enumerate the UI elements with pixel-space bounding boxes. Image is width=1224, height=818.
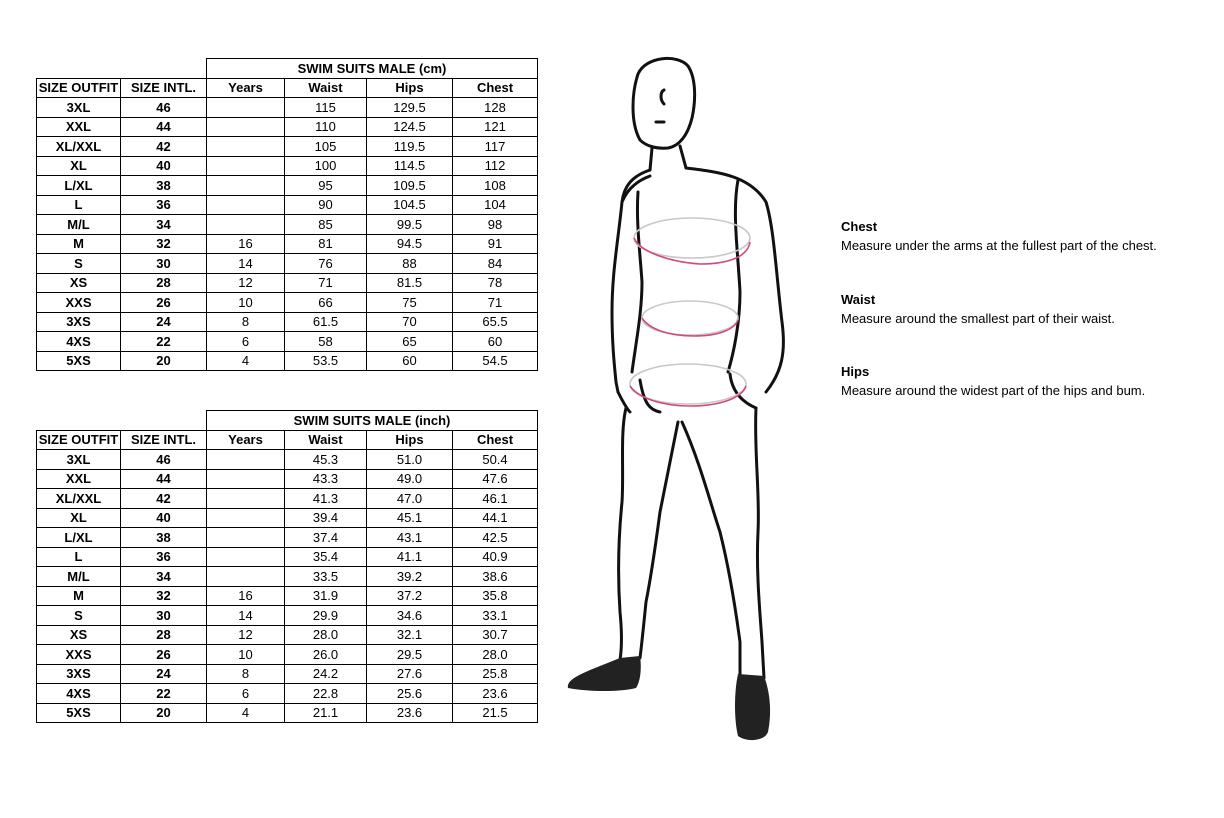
header-row <box>37 78 538 98</box>
table-cell: 5XS <box>37 351 121 371</box>
table-cell <box>207 567 285 587</box>
table-cell: 53.5 <box>285 351 367 371</box>
table-cell: 90 <box>285 195 367 215</box>
size-table-cm <box>36 58 538 371</box>
table-cell: 129.5 <box>367 98 453 118</box>
table-cell <box>207 215 285 235</box>
table-row <box>37 489 538 509</box>
table-cell: 40 <box>121 508 207 528</box>
table-cell: 35.4 <box>285 547 367 567</box>
table-cell <box>207 176 285 196</box>
table-row <box>37 351 538 371</box>
header-row <box>37 430 538 450</box>
table-cell: XXL <box>37 469 121 489</box>
table-cell: 32 <box>121 586 207 606</box>
table-cell: XL/XXL <box>37 137 121 157</box>
table-cell: 31.9 <box>285 586 367 606</box>
table-row <box>37 254 538 274</box>
table-cell: 8 <box>207 664 285 684</box>
col-header: SIZE OUTFIT <box>37 430 121 450</box>
table-cell: 61.5 <box>285 312 367 332</box>
col-header: Hips <box>367 430 453 450</box>
col-header: Chest <box>453 430 538 450</box>
table-cell: 41.3 <box>285 489 367 509</box>
table-row <box>37 528 538 548</box>
table-cell: 28.0 <box>453 645 538 665</box>
table-cell: 84 <box>453 254 538 274</box>
table-cell: 50.4 <box>453 450 538 470</box>
table-row <box>37 586 538 606</box>
table-cell: 76 <box>285 254 367 274</box>
table-cell: 30.7 <box>453 625 538 645</box>
table-cell: 65 <box>367 332 453 352</box>
table-cell: 22.8 <box>285 684 367 704</box>
table-cell: 34 <box>121 567 207 587</box>
table-cell: 45.1 <box>367 508 453 528</box>
table-cell: 20 <box>121 703 207 723</box>
table-cell: 47.6 <box>453 469 538 489</box>
table-cell: 6 <box>207 332 285 352</box>
table-cell: XXL <box>37 117 121 137</box>
waist-title: Waist <box>841 292 876 307</box>
hips-description <box>841 364 1145 398</box>
size-table-inch <box>36 410 538 723</box>
table-cell: 117 <box>453 137 538 157</box>
table-cell: L <box>37 547 121 567</box>
table-cell: S <box>37 606 121 626</box>
table-row <box>37 234 538 254</box>
table-cell: 34.6 <box>367 606 453 626</box>
table-row <box>37 332 538 352</box>
table-cell: 91 <box>453 234 538 254</box>
table-cell: 45.3 <box>285 450 367 470</box>
table-cell: 30 <box>121 254 207 274</box>
table-cell: 78 <box>453 273 538 293</box>
waist-text: Measure around the smallest part of their waist. <box>841 311 1115 326</box>
table-cell: M/L <box>37 215 121 235</box>
col-header: Waist <box>285 430 367 450</box>
col-header: Hips <box>367 78 453 98</box>
table-cell: 16 <box>207 586 285 606</box>
table-cell: 58 <box>285 332 367 352</box>
table-row <box>37 195 538 215</box>
table-cell: 44 <box>121 469 207 489</box>
table-cell: 14 <box>207 254 285 274</box>
table-cell: 46 <box>121 450 207 470</box>
table-cell: 43.3 <box>285 469 367 489</box>
chest-description <box>841 219 1157 253</box>
table-cell: 25.6 <box>367 684 453 704</box>
table-cell: 49.0 <box>367 469 453 489</box>
table-cell: 33.1 <box>453 606 538 626</box>
table-row <box>37 606 538 626</box>
table-cell: 3XS <box>37 312 121 332</box>
table-cell: 108 <box>453 176 538 196</box>
table-cell: 4XS <box>37 332 121 352</box>
table-cell: XS <box>37 625 121 645</box>
table-row <box>37 137 538 157</box>
table-cell: 46 <box>121 98 207 118</box>
table-cell: 98 <box>453 215 538 235</box>
table-cell: 44.1 <box>453 508 538 528</box>
table-cell: 119.5 <box>367 137 453 157</box>
table-cell: 47.0 <box>367 489 453 509</box>
table-cell: 124.5 <box>367 117 453 137</box>
table-row <box>37 664 538 684</box>
table-cell: 60 <box>367 351 453 371</box>
table-cell: 37.4 <box>285 528 367 548</box>
table-cell: 46.1 <box>453 489 538 509</box>
table-cell: 40.9 <box>453 547 538 567</box>
table-cell: 42 <box>121 137 207 157</box>
table-cell: XL/XXL <box>37 489 121 509</box>
waist-ring-front <box>642 318 738 336</box>
table-cell: 5XS <box>37 703 121 723</box>
table-cell: 65.5 <box>453 312 538 332</box>
table-cell: 66 <box>285 293 367 313</box>
col-header: SIZE INTL. <box>121 78 207 98</box>
hips-title: Hips <box>841 364 870 379</box>
table-cell <box>207 156 285 176</box>
table-cell: 4XS <box>37 684 121 704</box>
table-cell: L/XL <box>37 528 121 548</box>
table-cell: 4 <box>207 351 285 371</box>
table-cell: 8 <box>207 312 285 332</box>
table-cell: 71 <box>453 293 538 313</box>
table-cell: 10 <box>207 645 285 665</box>
table-cell <box>207 137 285 157</box>
table-cell: 3XL <box>37 450 121 470</box>
table-cell: 42 <box>121 489 207 509</box>
table-cell: XS <box>37 273 121 293</box>
table-cell <box>207 547 285 567</box>
table-cell: 33.5 <box>285 567 367 587</box>
table-cell: 104 <box>453 195 538 215</box>
table-cell: 24.2 <box>285 664 367 684</box>
body-measurement-figure <box>560 52 820 747</box>
table-cell <box>207 469 285 489</box>
table-row <box>37 176 538 196</box>
table-cell: 115 <box>285 98 367 118</box>
table-cell: 39.2 <box>367 567 453 587</box>
table-cell: 6 <box>207 684 285 704</box>
table-cell: 12 <box>207 273 285 293</box>
table-cell <box>207 489 285 509</box>
table-title: SWIM SUITS MALE (cm) <box>207 59 538 79</box>
table-cell: 100 <box>285 156 367 176</box>
table-cell: 21.1 <box>285 703 367 723</box>
table-cell <box>207 195 285 215</box>
table-cell: 23.6 <box>367 703 453 723</box>
chest-text: Measure under the arms at the fullest part of the chest. <box>841 238 1157 253</box>
table-cell: XXS <box>37 293 121 313</box>
col-header: Waist <box>285 78 367 98</box>
table-row <box>37 645 538 665</box>
table-cell: 29.5 <box>367 645 453 665</box>
table-row <box>37 312 538 332</box>
table-cell: 38 <box>121 528 207 548</box>
table-cell: 81 <box>285 234 367 254</box>
table-cell: 27.6 <box>367 664 453 684</box>
table-cell: 16 <box>207 234 285 254</box>
table-cell: 36 <box>121 547 207 567</box>
table-cell: 28 <box>121 273 207 293</box>
table-cell: 71 <box>285 273 367 293</box>
table-row <box>37 625 538 645</box>
table-cell: 85 <box>285 215 367 235</box>
table-body <box>37 450 538 723</box>
table-cell: 37.2 <box>367 586 453 606</box>
table-cell: M <box>37 234 121 254</box>
table-cell: 12 <box>207 625 285 645</box>
table-cell: 94.5 <box>367 234 453 254</box>
table-cell: 36 <box>121 195 207 215</box>
table-cell: L <box>37 195 121 215</box>
table-cell: 34 <box>121 215 207 235</box>
table-cell: 99.5 <box>367 215 453 235</box>
table-cell: S <box>37 254 121 274</box>
waist-description <box>841 292 1115 326</box>
col-header: Years <box>207 430 285 450</box>
table-cell: 51.0 <box>367 450 453 470</box>
table-cell: 54.5 <box>453 351 538 371</box>
table-cell: 29.9 <box>285 606 367 626</box>
table-row <box>37 215 538 235</box>
table-cell: 43.1 <box>367 528 453 548</box>
table-cell: 22 <box>121 684 207 704</box>
table-cell: 114.5 <box>367 156 453 176</box>
table-cell: XXS <box>37 645 121 665</box>
table-cell: 32.1 <box>367 625 453 645</box>
table-cell <box>207 450 285 470</box>
table-cell: L/XL <box>37 176 121 196</box>
col-header: Chest <box>453 78 538 98</box>
table-cell: 24 <box>121 312 207 332</box>
col-header: Years <box>207 78 285 98</box>
table-cell: M/L <box>37 567 121 587</box>
table-cell: 39.4 <box>285 508 367 528</box>
col-header: SIZE INTL. <box>121 430 207 450</box>
table-cell: 42.5 <box>453 528 538 548</box>
table-cell: 81.5 <box>367 273 453 293</box>
table-row <box>37 156 538 176</box>
table-cell <box>207 508 285 528</box>
table-cell: XL <box>37 508 121 528</box>
table-cell: 25.8 <box>453 664 538 684</box>
table-cell: 38 <box>121 176 207 196</box>
table-row <box>37 684 538 704</box>
table-row <box>37 293 538 313</box>
table-cell: 22 <box>121 332 207 352</box>
table-title: SWIM SUITS MALE (inch) <box>207 411 538 431</box>
table-cell: 24 <box>121 664 207 684</box>
chest-title: Chest <box>841 219 878 234</box>
table-cell: 26 <box>121 293 207 313</box>
table-row <box>37 703 538 723</box>
table-cell: 10 <box>207 293 285 313</box>
table-cell: 112 <box>453 156 538 176</box>
chest-ring-front <box>634 238 750 264</box>
table-row <box>37 547 538 567</box>
table-body <box>37 98 538 371</box>
table-cell: M <box>37 586 121 606</box>
table-cell: 20 <box>121 351 207 371</box>
table-cell: 26 <box>121 645 207 665</box>
table-cell: 109.5 <box>367 176 453 196</box>
table-cell: 14 <box>207 606 285 626</box>
table-cell <box>207 117 285 137</box>
table-cell: 60 <box>453 332 538 352</box>
hips-text: Measure around the widest part of the hips and bum. <box>841 383 1146 398</box>
table-cell: 110 <box>285 117 367 137</box>
table-cell: 3XL <box>37 98 121 118</box>
table-cell <box>207 98 285 118</box>
col-header: SIZE OUTFIT <box>37 78 121 98</box>
table-cell: XL <box>37 156 121 176</box>
table-row <box>37 450 538 470</box>
table-cell: 21.5 <box>453 703 538 723</box>
table-cell: 28 <box>121 625 207 645</box>
table-row <box>37 567 538 587</box>
right-sock <box>735 674 770 740</box>
table-cell: 35.8 <box>453 586 538 606</box>
table-cell: 95 <box>285 176 367 196</box>
left-sock <box>568 656 641 691</box>
table-cell: 41.1 <box>367 547 453 567</box>
table-cell: 32 <box>121 234 207 254</box>
table-row <box>37 117 538 137</box>
table-cell: 23.6 <box>453 684 538 704</box>
table-cell: 40 <box>121 156 207 176</box>
table-cell: 3XS <box>37 664 121 684</box>
table-cell: 88 <box>367 254 453 274</box>
table-cell: 104.5 <box>367 195 453 215</box>
table-cell: 28.0 <box>285 625 367 645</box>
table-cell: 30 <box>121 606 207 626</box>
table-row <box>37 98 538 118</box>
table-cell <box>207 528 285 548</box>
table-cell: 44 <box>121 117 207 137</box>
table-row <box>37 508 538 528</box>
table-row <box>37 273 538 293</box>
table-cell: 121 <box>453 117 538 137</box>
table-cell: 75 <box>367 293 453 313</box>
table-cell: 70 <box>367 312 453 332</box>
table-row <box>37 469 538 489</box>
table-cell: 26.0 <box>285 645 367 665</box>
table-cell: 128 <box>453 98 538 118</box>
table-cell: 105 <box>285 137 367 157</box>
table-cell: 38.6 <box>453 567 538 587</box>
table-cell: 4 <box>207 703 285 723</box>
